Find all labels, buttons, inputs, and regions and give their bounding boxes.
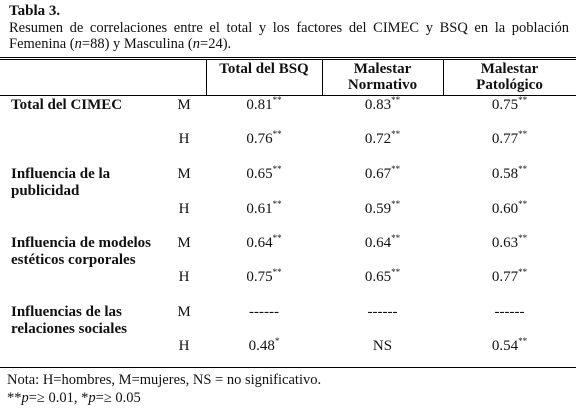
table-cell: 0.76** bbox=[246, 129, 282, 147]
table-cell: 0.64** bbox=[246, 233, 282, 251]
table-cell: 0.65** bbox=[246, 164, 282, 182]
table-cell: ------ bbox=[249, 304, 279, 320]
table-cell: ------ bbox=[494, 304, 525, 320]
significance-note: **p=≥ 0.01, *p=≥ 0.05 bbox=[7, 390, 141, 406]
row-label: Influencia de modelos estéticos corporales bbox=[11, 235, 152, 268]
group-label-m: M bbox=[177, 235, 191, 251]
group-label-h: H bbox=[178, 269, 190, 285]
table-cell: 0.77** bbox=[491, 129, 528, 147]
group-label-h: H bbox=[178, 201, 190, 217]
bottom-rule bbox=[0, 367, 576, 368]
row-label: Influencias de las relaciones sociales bbox=[11, 304, 127, 337]
table-cell: 0.75** bbox=[246, 267, 282, 285]
table-cell: 0.72** bbox=[364, 129, 401, 147]
table-cell: 0.77** bbox=[491, 267, 528, 285]
table-cell: 0.63** bbox=[491, 233, 528, 251]
table-cell: 0.83** bbox=[364, 95, 401, 113]
row-label: Total del CIMEC bbox=[11, 97, 123, 113]
table-cell: 0.54** bbox=[491, 336, 528, 354]
group-label-m: M bbox=[177, 166, 191, 182]
group-label-m: M bbox=[177, 97, 191, 113]
table-cell: 0.64** bbox=[364, 233, 401, 251]
group-label-h: H bbox=[178, 338, 190, 354]
group-label-m: M bbox=[177, 304, 191, 320]
table-cell: ------ bbox=[367, 304, 398, 320]
table-cell: 0.48* bbox=[248, 336, 280, 354]
column-header-malestar-patologico: Malestar Patológico bbox=[476, 61, 543, 93]
table-cell: 0.65** bbox=[364, 267, 401, 285]
table-cell: 0.59** bbox=[364, 199, 401, 217]
group-label-h: H bbox=[178, 131, 190, 147]
top-rule bbox=[0, 57, 576, 58]
header-rule bbox=[0, 95, 576, 96]
column-header-malestar-normativo: Malestar Normativo bbox=[347, 61, 418, 93]
table-cell: 0.81** bbox=[246, 95, 282, 113]
table-cell: 0.58** bbox=[491, 164, 528, 182]
table-cell: 0.67** bbox=[364, 164, 401, 182]
table-cell: NS bbox=[372, 338, 393, 354]
table-cell: 0.75** bbox=[491, 95, 528, 113]
top-rule-double bbox=[0, 59, 576, 60]
table-cell: 0.61** bbox=[246, 199, 282, 217]
table-title: Tabla 3. bbox=[9, 3, 61, 19]
table-cell: 0.60** bbox=[491, 199, 528, 217]
table-note: Nota: H=hombres, M=mujeres, NS = no significativo. bbox=[7, 372, 322, 388]
table-caption: Resumen de correlaciones entre el total y los factores del CIMEC y BSQ en la población Femenina (n=88) y Masculina (n=24). bbox=[9, 20, 569, 52]
row-label: Influencia de la publicidad bbox=[11, 166, 111, 199]
column-header-total-bsq: Total del BSQ bbox=[219, 61, 309, 77]
